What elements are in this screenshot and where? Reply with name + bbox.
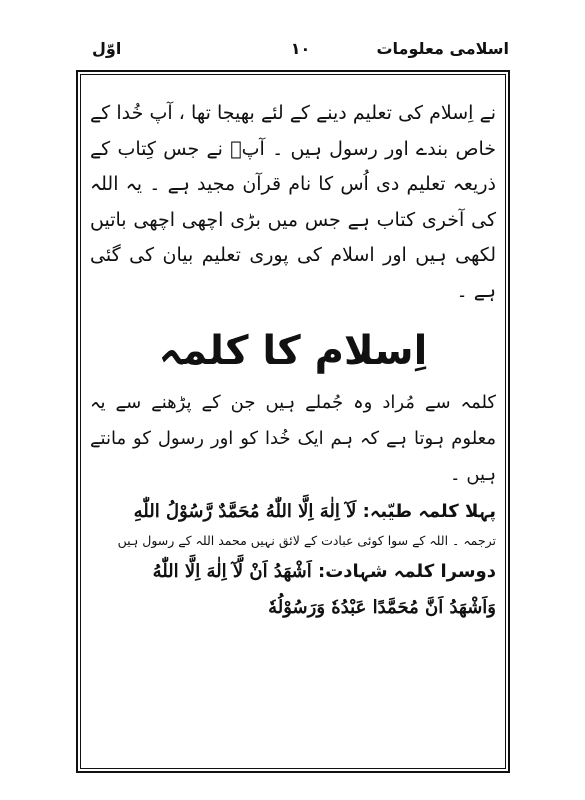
page-header bbox=[92, 38, 509, 62]
kalima-1-row bbox=[90, 495, 496, 529]
page-content bbox=[90, 96, 496, 625]
kalima-2-text-1: اَشْهَدُ اَنْ لَّآ اِلٰهَ اِلَّا اللّٰهُ bbox=[152, 561, 312, 582]
kalima-2-row-2 bbox=[90, 591, 496, 625]
kalima-2-row bbox=[90, 555, 496, 589]
kalima-1-text: لَآ اِلٰهَ اِلَّا اللّٰهُ مُحَمَّدٌ رَّسُوْلُ اللّٰهِ bbox=[133, 501, 357, 522]
kalima-1-label: پہلا کلمہ طیّبہ: bbox=[362, 501, 496, 522]
kalima-2-text-2: وَاَشْهَدُ اَنَّ مُحَمَّدًا عَبْدُهٗ وَرَسُوْلُهٗ bbox=[268, 597, 496, 618]
volume-label: اوّل bbox=[92, 39, 122, 58]
kalima-1-translation: ترجمہ ۔ اللہ کے سوا کوئی عبادت کے لائق نہیں محمد اللہ کے رسول ہیں bbox=[117, 533, 496, 548]
kalima-2-label: دوسرا کلمہ شہادت: bbox=[318, 561, 496, 582]
intro-paragraph: نے اِسلام کی تعلیم دینے کے لئے بھیجا تھا ، آپ خُدا کے خاص بندے اور رسول ہیں ۔ آپؐ نے جس کِتاب کے ذریعہ تعلیم دی اُس کا نام قرآن مجید ہے ۔ یہ اللہ کی آخری کتاب ہے جس میں بڑی اچھی اچھی باتیں لکھی ہیں اور اسلام کی پوری تعلیم بیان کی گئی ہے ۔ bbox=[90, 102, 496, 302]
kalima-definition-paragraph: کلمہ سے مُراد وہ جُملے ہیں جن کے پڑھنے سے یہ معلوم ہوتا ہے کہ ہم ایک خُدا کو اور رسول کو مانتے ہیں ۔ bbox=[90, 392, 496, 485]
section-heading: اِسلام کا کلمہ bbox=[158, 328, 428, 374]
book-title: اسلامی معلومات bbox=[376, 39, 509, 58]
page-number: ۱۰ bbox=[290, 39, 311, 58]
